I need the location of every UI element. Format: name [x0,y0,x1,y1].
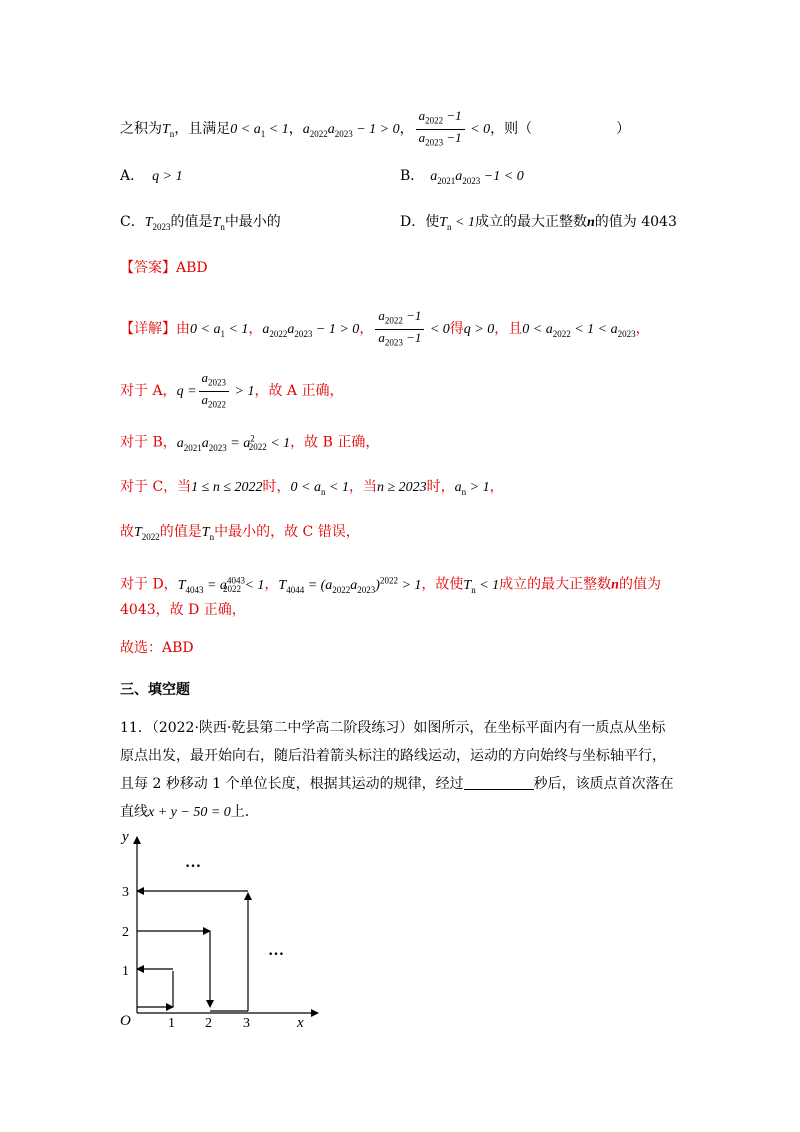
q11-line1: 11．（2022·陕西·乾县第二中学高二阶段练习）如图所示，在坐标平面内有一质点从坐标 [120,720,666,736]
stem-end: ，则（ ） [490,121,631,138]
q11-line2: 原点出发，最开始向右，随后沿着箭头标注的路线运动，运动的方向始终与坐标轴平行， [120,748,666,764]
q11-line3: 且每 2 秒移动 1 个单位长度，根据其运动的规律，经过 秒后，该质点首次落在 [120,776,674,792]
y-label: y [122,829,129,845]
ellipsis-top: … [185,854,201,871]
question-stem: 之积为$T_n$，且满足$0 < a_1 < 1$，$a_{2022}a_{2023} - 1 > 0$， $\frac{a_{2022} -1}{a_{2023} -1}$ < 0，则（ ） [120,108,630,150]
frac-ineq: < 0 [466,122,491,138]
option-a: A． q > 1 [120,168,183,184]
path-figure [110,825,340,1035]
detail-line: 【详解】由$0 < a_1 < 1$，$a_{2022}a_{2023} - 1 > 0$， $\frac{a_{2022} -1}{a_{2023} -1}$ < 0得q > 0，且$0 < a_{2022} < 1 < a_{2023}$， [120,308,650,348]
option-d: D．使$T_n < 1$成立的最大正整数n的值为 4043 [400,214,677,232]
detail-c: 对于 C，当1 ≤ n ≤ 2022时，$0 < a_n < 1$，当n ≥ 2023时，$a_n > 1$， [120,479,504,497]
answer-blank[interactable] [464,775,534,790]
detail-d: 对于 D，$T_{4043} = a^{4043}_{2022} < 1$，$T_{4044} = (a_{2022}a_{2023})^{2022} > 1$，故使$T_n < 1$成立的最大正整数n的值为 [120,575,661,595]
x-label: x [297,1015,304,1031]
x-tick-2: 2 [205,1016,212,1031]
option-b: B． $a_{2021}a_{2023} -1 < 0$ [400,168,524,186]
cond-product: $a_{2022}a_{2023} - 1 > 0$ [302,122,400,139]
y-tick-3: 3 [122,885,129,900]
y-tick-1: 1 [122,964,129,979]
ellipsis-right: … [268,942,284,959]
answer-line: 【答案】ABD [120,260,208,276]
Tn-symbol: $T_n$ [162,122,175,139]
detail-a: 对于 A，q = $\frac{a_{2023}}{a_{2022}}$ > 1，故 A 正确， [120,370,344,410]
cond-fraction: $\frac{a_{2022} -1}{a_{2023} -1}$ [416,108,465,150]
x-tick-3: 3 [243,1016,250,1031]
origin-label: O [120,1013,131,1029]
section-heading: 三、填空题 [120,682,190,698]
stem-prefix: 之积为 [120,121,162,138]
cond-a1: $0 < a_1 < 1$ [230,122,289,139]
stem-text: ，且满足 [174,121,231,138]
detail-b: 对于 B，$a_{2021}a_{2023} = a^2_{2022} < 1$，故 B 正确， [120,433,380,453]
option-c: C．$T_{2023}$的值是$T_n$中最小的 [120,214,281,232]
detail-c2: 故$T_{2022}$的值是$T_n$中最小的，故 C 错误， [120,524,360,542]
y-tick-2: 2 [122,925,129,940]
detail-d2: 4043，故 D 正确， [120,602,246,618]
x-tick-1: 1 [168,1016,175,1031]
q11-line4: 直线x + y − 50 = 0上. [120,804,250,820]
choose-line: 故选：ABD [120,640,194,656]
